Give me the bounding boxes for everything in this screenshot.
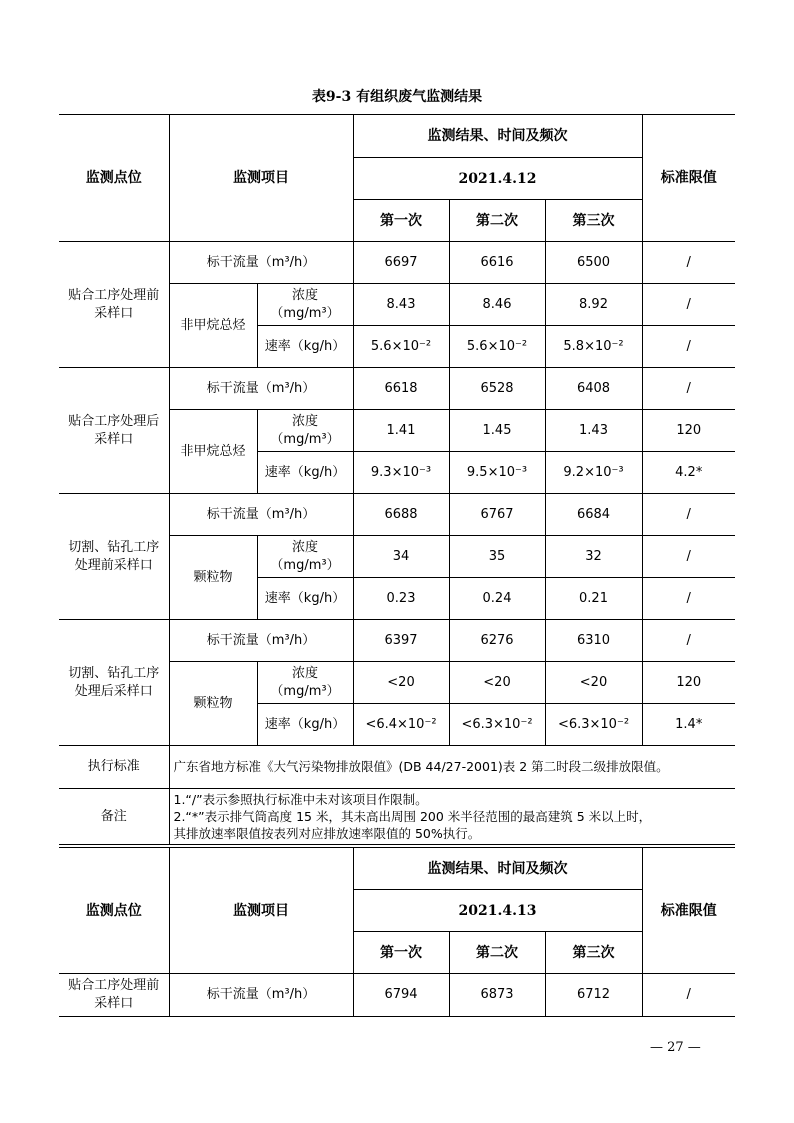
header-run-1-2: 第一次 bbox=[353, 932, 449, 974]
rate-label: 速率（kg/h） bbox=[257, 326, 353, 368]
header-item: 监测项目 bbox=[169, 115, 353, 242]
row-point: 贴合工序处理前采样口 bbox=[59, 974, 169, 1017]
header-point-2: 监测点位 bbox=[59, 848, 169, 974]
remark-line-3: 其排放速率限值按表列对应排放速率限值的 50%执行。 bbox=[173, 826, 481, 841]
conc-label: 浓度（mg/m³） bbox=[257, 536, 353, 578]
flow-label: 标干流量（m³/h） bbox=[169, 368, 353, 410]
page-number: — 27 — bbox=[650, 1040, 701, 1055]
conc-limit: 120 bbox=[642, 410, 735, 452]
flow-value: 6688 bbox=[353, 494, 449, 536]
table-row bbox=[59, 494, 735, 536]
flow-label: 标干流量（m³/h） bbox=[169, 494, 353, 536]
conc-value: 35 bbox=[449, 536, 545, 578]
flow-value: 6500 bbox=[545, 242, 642, 284]
rate-value: 5.6×10⁻² bbox=[449, 326, 545, 368]
flow-value: 6697 bbox=[353, 242, 449, 284]
flow-limit: / bbox=[642, 620, 735, 662]
rate-value: 9.3×10⁻³ bbox=[353, 452, 449, 494]
rate-label: 速率（kg/h） bbox=[257, 704, 353, 746]
conc-label: 浓度（mg/m³） bbox=[257, 284, 353, 326]
pollutant-name: 非甲烷总烃 bbox=[169, 284, 257, 368]
pollutant-name: 颗粒物 bbox=[169, 536, 257, 620]
rate-limit: / bbox=[642, 578, 735, 620]
conc-limit: 120 bbox=[642, 662, 735, 704]
flow-value: 6767 bbox=[449, 494, 545, 536]
conc-value: 34 bbox=[353, 536, 449, 578]
sampling-point: 切割、钻孔工序处理后采样口 bbox=[59, 620, 169, 746]
standard-label: 执行标准 bbox=[59, 746, 169, 789]
conc-value: 1.45 bbox=[449, 410, 545, 452]
flow-label: 标干流量（m³/h） bbox=[169, 620, 353, 662]
header-run-3-2: 第三次 bbox=[545, 932, 642, 974]
flow-value: 6618 bbox=[353, 368, 449, 410]
header-results: 监测结果、时间及频次 bbox=[353, 115, 642, 158]
rate-value: 5.8×10⁻² bbox=[545, 326, 642, 368]
row-flow-label: 标干流量（m³/h） bbox=[169, 974, 353, 1017]
standard-text: 广东省地方标准《大气污染物排放限值》(DB 44/27-2001)表 2 第二时段二级排放限值。 bbox=[169, 746, 735, 789]
rate-value: <6.4×10⁻² bbox=[353, 704, 449, 746]
rate-label: 速率（kg/h） bbox=[257, 578, 353, 620]
table-row bbox=[59, 368, 735, 410]
flow-value: 6310 bbox=[545, 620, 642, 662]
header-date: 2021.4.12 bbox=[353, 158, 642, 200]
table-row bbox=[59, 620, 735, 662]
flow-value: 6684 bbox=[545, 494, 642, 536]
flow-value: 6408 bbox=[545, 368, 642, 410]
conc-value: <20 bbox=[353, 662, 449, 704]
row-value-1: 6794 bbox=[353, 974, 449, 1017]
conc-limit: / bbox=[642, 284, 735, 326]
conc-value: 8.46 bbox=[449, 284, 545, 326]
conc-value: 1.41 bbox=[353, 410, 449, 452]
flow-limit: / bbox=[642, 368, 735, 410]
rate-limit: 4.2* bbox=[642, 452, 735, 494]
flow-value: 6528 bbox=[449, 368, 545, 410]
header-run-3: 第三次 bbox=[545, 200, 642, 242]
conc-limit: / bbox=[642, 536, 735, 578]
remarks-label: 备注 bbox=[59, 789, 169, 845]
flow-limit: / bbox=[642, 242, 735, 284]
rate-label: 速率（kg/h） bbox=[257, 452, 353, 494]
remarks-text bbox=[169, 789, 735, 845]
rate-limit: / bbox=[642, 326, 735, 368]
rate-value: 9.2×10⁻³ bbox=[545, 452, 642, 494]
conc-value: 8.43 bbox=[353, 284, 449, 326]
conc-label: 浓度（mg/m³） bbox=[257, 410, 353, 452]
rate-value: 0.24 bbox=[449, 578, 545, 620]
table-row bbox=[59, 242, 735, 284]
header-item-2: 监测项目 bbox=[169, 848, 353, 974]
rate-limit: 1.4* bbox=[642, 704, 735, 746]
header-run-1: 第一次 bbox=[353, 200, 449, 242]
pollutant-name: 颗粒物 bbox=[169, 662, 257, 746]
rate-value: 0.23 bbox=[353, 578, 449, 620]
rate-value: 5.6×10⁻² bbox=[353, 326, 449, 368]
flow-label: 标干流量（m³/h） bbox=[169, 242, 353, 284]
header-date-2: 2021.4.13 bbox=[353, 890, 642, 932]
rate-value: <6.3×10⁻² bbox=[449, 704, 545, 746]
conc-value: 8.92 bbox=[545, 284, 642, 326]
flow-value: 6616 bbox=[449, 242, 545, 284]
sampling-point: 切割、钻孔工序处理前采样口 bbox=[59, 494, 169, 620]
header-run-2: 第二次 bbox=[449, 200, 545, 242]
conc-value: 1.43 bbox=[545, 410, 642, 452]
header-limit-2: 标准限值 bbox=[642, 848, 735, 974]
monitoring-table-day2 bbox=[59, 847, 735, 1017]
rate-value: <6.3×10⁻² bbox=[545, 704, 642, 746]
conc-label: 浓度（mg/m³） bbox=[257, 662, 353, 704]
row-value-2: 6873 bbox=[449, 974, 545, 1017]
pollutant-name: 非甲烷总烃 bbox=[169, 410, 257, 494]
header-limit: 标准限值 bbox=[642, 115, 735, 242]
header-point: 监测点位 bbox=[59, 115, 169, 242]
monitoring-table-day1 bbox=[59, 114, 735, 845]
conc-value: 32 bbox=[545, 536, 642, 578]
rate-value: 0.21 bbox=[545, 578, 642, 620]
sampling-point: 贴合工序处理后采样口 bbox=[59, 368, 169, 494]
conc-value: <20 bbox=[449, 662, 545, 704]
remark-line-1: 1.“/”表示参照执行标准中未对该项目作限制。 bbox=[173, 792, 428, 807]
conc-value: <20 bbox=[545, 662, 642, 704]
header-run-2-2: 第二次 bbox=[449, 932, 545, 974]
header-results-2: 监测结果、时间及频次 bbox=[353, 848, 642, 890]
row-value-3: 6712 bbox=[545, 974, 642, 1017]
row-limit: / bbox=[642, 974, 735, 1017]
remark-line-2: 2.“*”表示排气筒高度 15 米，其未高出周围 200 米半径范围的最高建筑 5 米以上时， bbox=[173, 809, 652, 824]
flow-value: 6397 bbox=[353, 620, 449, 662]
flow-value: 6276 bbox=[449, 620, 545, 662]
rate-value: 9.5×10⁻³ bbox=[449, 452, 545, 494]
table-title: 表9-3 有组织废气监测结果 bbox=[311, 89, 483, 105]
flow-limit: / bbox=[642, 494, 735, 536]
sampling-point: 贴合工序处理前采样口 bbox=[59, 242, 169, 368]
